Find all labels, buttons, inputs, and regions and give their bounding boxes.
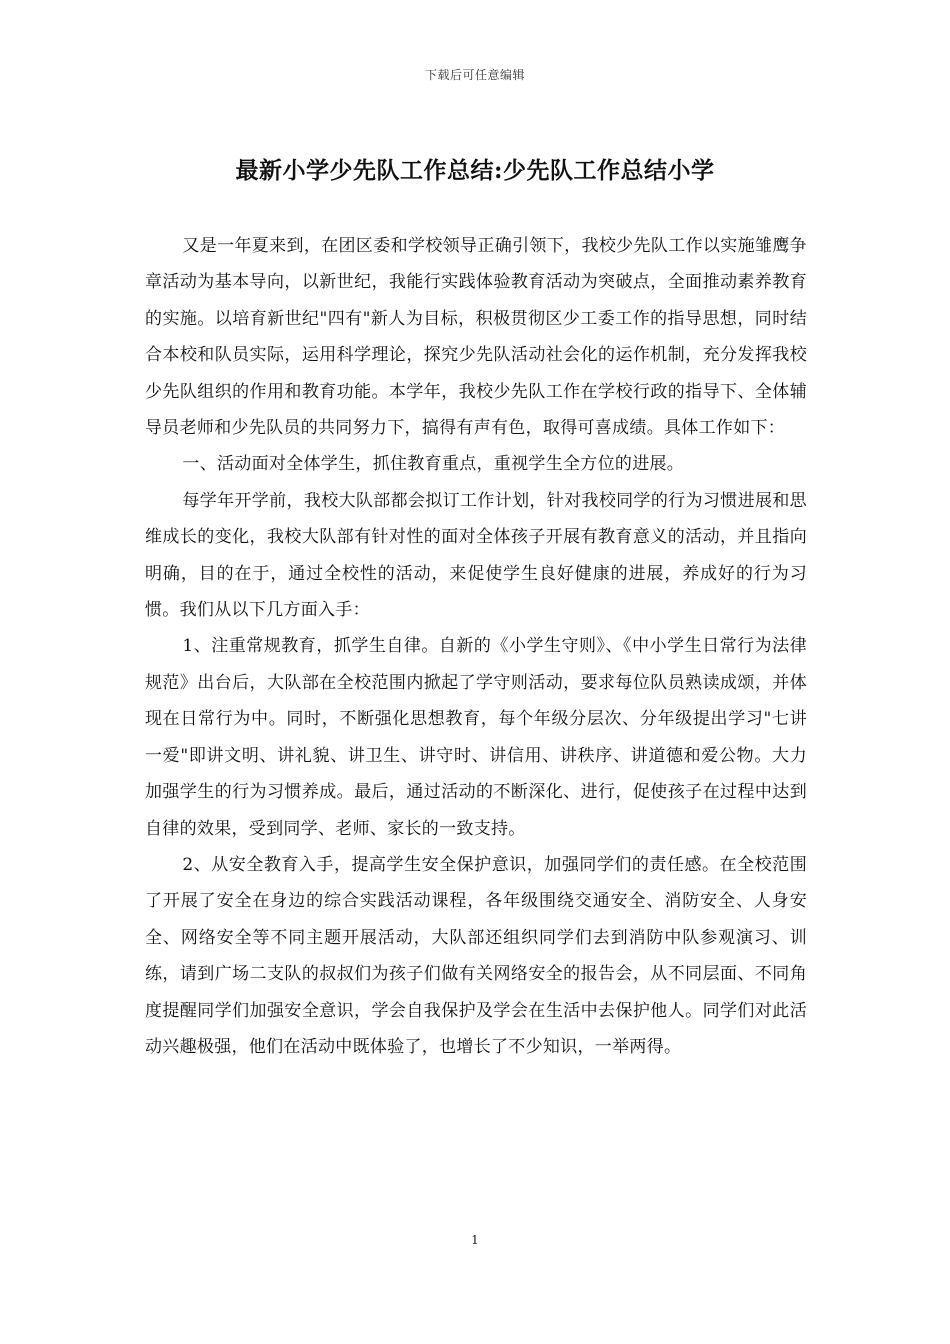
document-title: 最新小学少先队工作总结:少先队工作总结小学 bbox=[235, 157, 715, 184]
paragraph-item-1: 1、注重常规教育，抓学生自律。自新的《小学生守则》、《中小学生日常行为法律规范》出台后，大队部在全校范围内掀起了学守则活动，要求每位队员熟读成颂，并体现在日常行为中。同时，不断强化思想教育，每个年级分层次、分年级提出学习"七讲一爱"即讲文明、讲礼貌、讲卫生、讲守时、讲信用、讲秩序、讲道德和爱公物。大力加强学生的行为习惯养成。最后，通过活动的不断深化、进行，促使孩子在过程中达到自律的效果，受到同学、老师、家长的一致支持。 bbox=[145, 636, 807, 839]
paragraph-intro: 又是一年夏来到，在团区委和学校领导正确引领下，我校少先队工作以实施雏鹰争章活动为基本导向，以新世纪，我能行实践体验教育活动为突破点，全面推动素养教育的实施。以培育新世纪"四有"新人为目标，积极贯彻区少工委工作的指导思想，同时结合本校和队员实际，运用科学理论，探究少先队活动社会化的运作机制，充分发挥我校少先队组织的作用和教育功能。本学年，我校少先队工作在学校行政的指导下、全体辅导员老师和少先队员的共同努力下，搞得有声有色，取得可喜成绩。具体工作如下： bbox=[145, 236, 807, 439]
paragraph-item-2: 2、从安全教育入手，提高学生安全保护意识，加强同学们的责任感。在全校范围了开展了安全在身边的综合实践活动课程，各年级围绕交通安全、消防安全、人身安全、网络安全等不同主题开展活动，大队部还组织同学们去到消防中队参观演习、训练，请到广场二支队的叔叔们为孩子们做有关网络安全的报告会，从不同层面、不同角度提醒同学们加强安全意识，学会自我保护及学会在生活中去保护他人。同学们对此活动兴趣极强，他们在活动中既体验了，也增长了不少知识，一举两得。 bbox=[145, 854, 807, 1057]
paragraph-section-heading: 一、活动面对全体学生，抓住教育重点，重视学生全方位的进展。 bbox=[182, 454, 685, 475]
header-note: 下载后可任意编辑 bbox=[424, 68, 525, 82]
page-number: 1 bbox=[471, 1233, 479, 1247]
document-body bbox=[145, 228, 807, 1065]
paragraph-plan: 每学年开学前，我校大队部都会拟订工作计划，针对我校同学的行为习惯进展和思维成长的变化，我校大队部有针对性的面对全体孩子开展有教育意义的活动，并且指向明确，目的在于，通过全校性的活动，来促使学生良好健康的进展，养成好的行为习惯。我们从以下几方面入手： bbox=[145, 490, 807, 621]
